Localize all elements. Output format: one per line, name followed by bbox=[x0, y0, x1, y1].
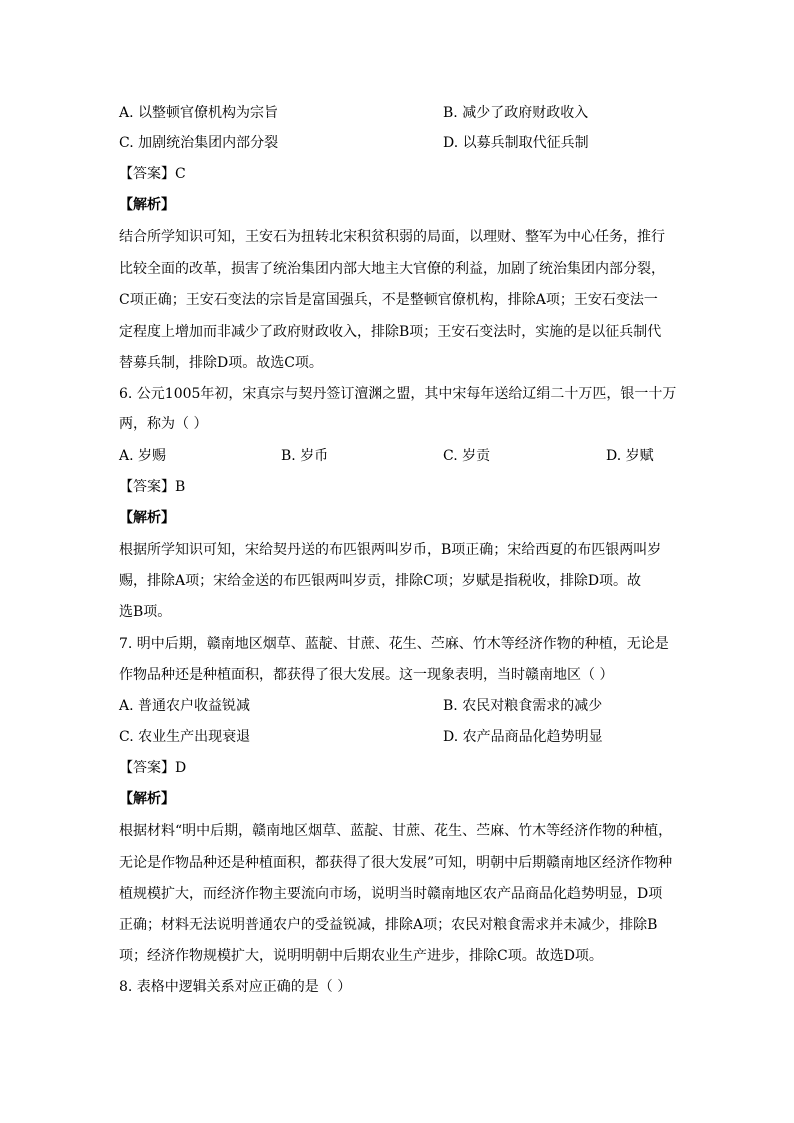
q6-option-a: A. 岁赐 bbox=[119, 448, 167, 464]
q7-analysis-line: 正确；材料无法说明普通农户的受益锐减，排除A项；农民对粮食需求并未减少，排除B bbox=[119, 917, 658, 933]
q7-option-d: D. 农产品商品化趋势明显 bbox=[443, 729, 603, 745]
q7-stem-line: 作物品种还是种植面积，都获得了很大发展。这一现象表明，当时赣南地区（ ） bbox=[119, 667, 614, 683]
q7-analysis-line: 无论是作物品种还是种植面积，都获得了很大发展”可知，明朝中后期赣南地区经济作物种 bbox=[119, 855, 673, 871]
q8-stem-line: 8. 表格中逻辑关系对应正确的是（ ） bbox=[119, 979, 352, 995]
q7-option-c: C. 农业生产出现衰退 bbox=[119, 729, 251, 745]
q6-stem-line: 两，称为（ ） bbox=[119, 416, 208, 432]
q7-option-b: B. 农民对粮食需求的减少 bbox=[443, 698, 603, 714]
q6-answer: 【答案】B bbox=[119, 479, 186, 495]
q7-analysis-line: 植规模扩大，而经济作物主要流向市场，说明当时赣南地区农产品商品化趋势明显，D项 bbox=[119, 886, 663, 902]
q6-analysis-line: 选B项。 bbox=[119, 604, 172, 620]
q5-option-a: A. 以整顿官僚机构为宗旨 bbox=[119, 105, 279, 121]
q5-analysis-line: 替募兵制，排除D项。故选C项。 bbox=[119, 355, 323, 371]
q5-analysis-line: 结合所学知识可知，王安石为扭转北宋积贫积弱的局面，以理财、整军为中心任务，推行 bbox=[119, 229, 665, 245]
q6-option-c: C. 岁贡 bbox=[443, 448, 491, 464]
q6-analysis-label: 【解析】 bbox=[119, 510, 175, 526]
q6-analysis-line: 赐，排除A项；宋给金送的布匹银两叫岁贡，排除C项；岁赋是指税收，排除D项。故 bbox=[119, 573, 642, 589]
q7-analysis-line: 根据材料“明中后期，赣南地区烟草、蓝靛、甘蔗、花生、苎麻、竹木等经济作物的种植， bbox=[119, 823, 673, 839]
q5-analysis-line: C项正确；王安石变法的宗旨是富国强兵，不是整顿官僚机构，排除A项；王安石变法一 bbox=[119, 292, 658, 308]
q7-answer: 【答案】D bbox=[119, 760, 187, 776]
q6-stem-line: 6. 公元1005年初，宋真宗与契丹签订澶渊之盟，其中宋每年送给辽绢二十万匹，银一十万 bbox=[119, 386, 677, 402]
q5-option-d: D. 以募兵制取代征兵制 bbox=[443, 135, 589, 151]
q5-analysis-label: 【解析】 bbox=[119, 197, 175, 213]
q7-analysis-line: 项；经济作物规模扩大，说明明朝中后期农业生产进步，排除C项。故选D项。 bbox=[119, 948, 603, 964]
q7-analysis-label: 【解析】 bbox=[119, 791, 175, 807]
q5-option-c: C. 加剧统治集团内部分裂 bbox=[119, 135, 279, 151]
q5-analysis-line: 比较全面的改革，损害了统治集团内部大地主大官僚的利益，加剧了统治集团内部分裂， bbox=[119, 261, 665, 277]
q6-analysis-line: 根据所学知识可知，宋给契丹送的布匹银两叫岁币，B项正确；宋给西夏的布匹银两叫岁 bbox=[119, 542, 662, 558]
q5-option-b: B. 减少了政府财政收入 bbox=[443, 105, 589, 121]
q6-option-b: B. 岁币 bbox=[281, 448, 329, 464]
q5-answer: 【答案】C bbox=[119, 166, 186, 182]
q7-stem-line: 7. 明中后期，赣南地区烟草、蓝靛、甘蔗、花生、苎麻、竹木等经济作物的种植，无论是 bbox=[119, 636, 669, 652]
q7-option-a: A. 普通农户收益锐减 bbox=[119, 698, 251, 714]
q5-analysis-line: 定程度上增加而非减少了政府财政收入，排除B项；王安石变法时，实施的是以征兵制代 bbox=[119, 324, 662, 340]
q6-option-d: D. 岁赋 bbox=[606, 448, 654, 464]
